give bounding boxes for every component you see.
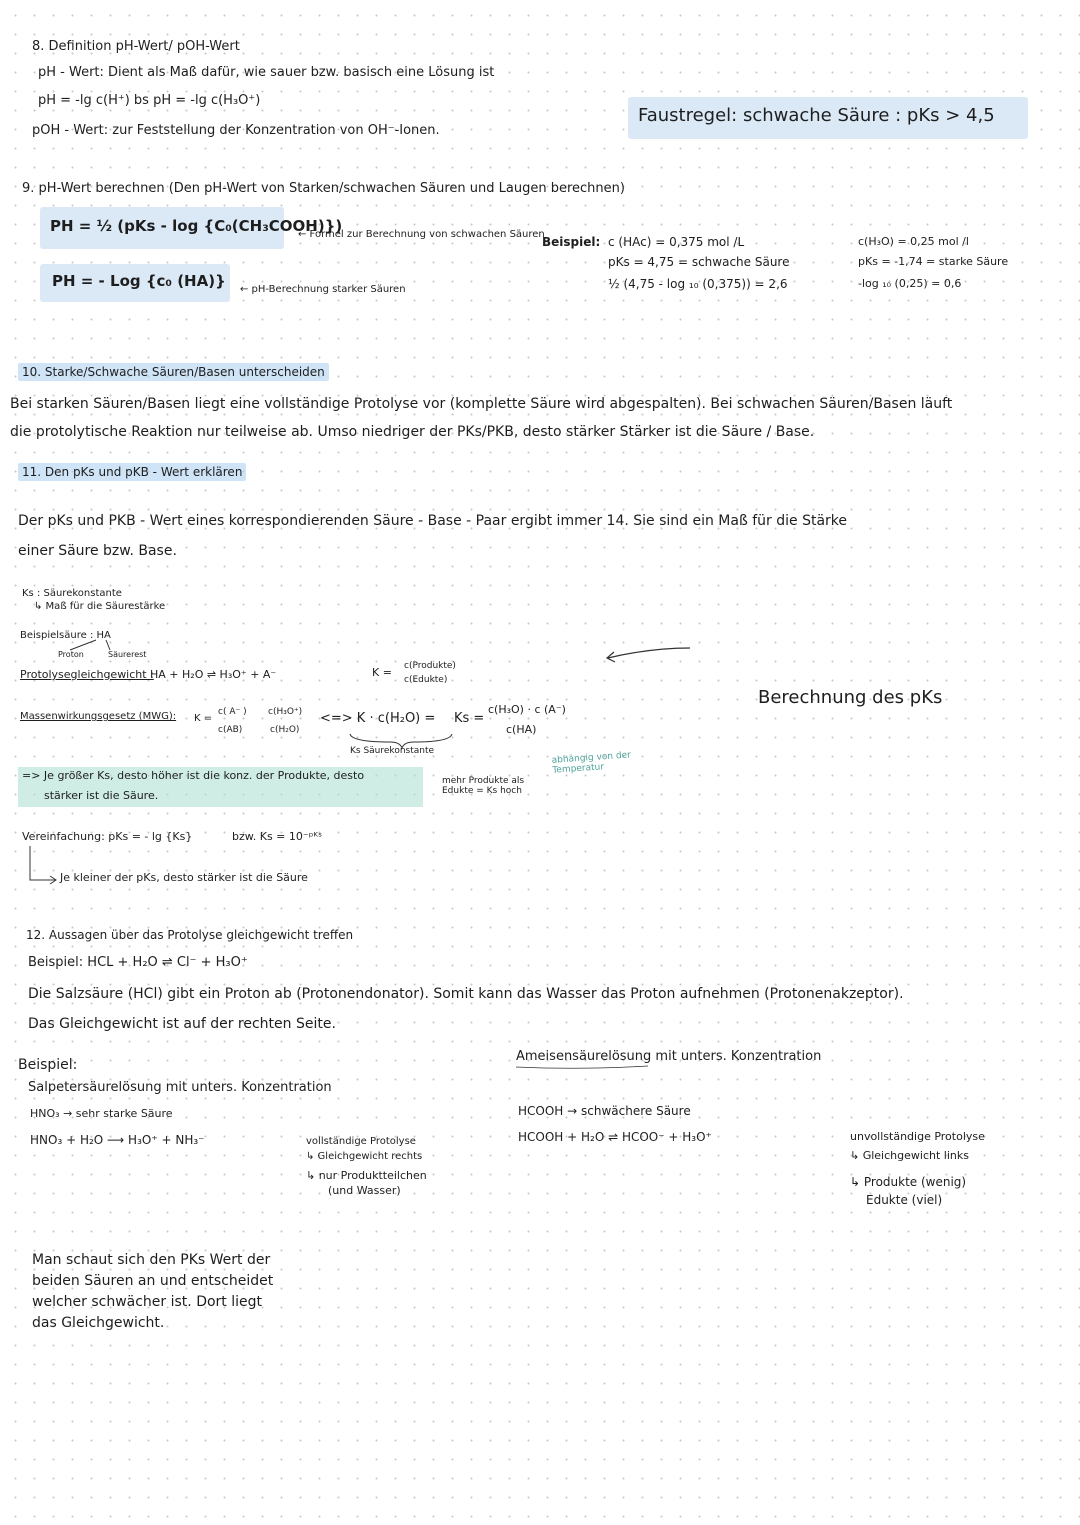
ameisen-underline: [516, 1066, 648, 1068]
mwg-k: K =: [194, 713, 213, 724]
section-12-heading: 12. Aussagen über das Protolyse gleichgewicht treffen: [26, 928, 354, 942]
mwg-num2: c(H₃O⁺): [268, 707, 303, 717]
proton-label: Proton: [58, 650, 84, 659]
salpeter-note-4: (und Wasser): [328, 1184, 401, 1197]
conclusion-line1: Man schaut sich den PKs Wert der: [32, 1252, 271, 1268]
section-11-line2: einer Säure bzw. Base.: [18, 543, 177, 559]
formula-strong-acid: PH = - Log {c₀ (HA)}: [52, 272, 226, 290]
k-numerator: c(Produkte): [404, 661, 456, 671]
formula-strong-note: ← pH-Berechnung starker Säuren: [240, 284, 406, 295]
ameisen-note-3: ↳ Produkte (wenig): [850, 1175, 967, 1189]
ks-denominator: c(HA): [506, 723, 537, 736]
section-10-heading: [18, 366, 329, 380]
k-label: K =: [372, 666, 392, 679]
bzw-ks: bzw. Ks = 10⁻ᵖᴷˢ: [232, 830, 323, 843]
section-8-heading: 8. Definition pH-Wert/ pOH-Wert: [32, 39, 240, 54]
vereinfachung: Vereinfachung: pKs = - lg {Ks}: [22, 830, 193, 843]
ks-definition: Ks : Säurekonstante: [22, 588, 122, 599]
ameisen-note-1: unvollständige Protolyse: [850, 1130, 985, 1143]
proton-arrow: [70, 640, 96, 650]
section-12-line1: Die Salzsäure (HCl) gibt ein Proton ab (Protonendonator). Somit kann das Wasser das Proton aufnehmen (Protonenakzeptor).: [28, 986, 904, 1002]
berechnung-pks: Berechnung des pKs: [758, 687, 943, 708]
example1-line2: pKs = 4,75 = schwache Säure: [608, 255, 790, 269]
ameisen-note-2: ↳ Gleichgewicht links: [850, 1149, 969, 1162]
example1-line3: ½ (4,75 - log ₁₀ (0,375)) = 2,6: [608, 277, 788, 291]
section-10-line1: Bei starken Säuren/Basen liegt eine vollständige Protolyse vor (komplette Säure wird abgespalten). Bei schwachen Säuren/Basen läuft: [10, 396, 953, 412]
abhaengig-note: abhängig von der Temperatur: [551, 750, 632, 777]
ks-numerator: c(H₃O) · c (A⁻): [488, 703, 566, 716]
beispiel2-label: Beispiel:: [18, 1057, 78, 1073]
example-label: Beispiel:: [542, 235, 601, 249]
beispielsaeure: Beispielsäure : HA: [20, 630, 111, 641]
protolysegg-eq: HA + H₂O ⇌ H₃O⁺ + A⁻: [150, 668, 277, 681]
je-kleiner-text: Je kleiner der pKs, desto stärker ist die Säure: [60, 871, 308, 884]
section-10-heading-text: 10. Starke/Schwache Säuren/Basen unterscheiden: [18, 363, 329, 381]
ks-equals: Ks =: [454, 711, 485, 726]
mwg-num1: c( A⁻ ): [218, 707, 247, 717]
mwg-arrow: <=> K · c(H₂O) =: [320, 711, 436, 726]
staerker-text: stärker ist die Säure.: [44, 789, 159, 802]
ks-under-label: Ks Säurekonstante: [350, 746, 435, 756]
section-11-line1: Der pKs und PKB - Wert eines korrespondierenden Säure - Base - Paar ergibt immer 14. Sie sind ein Maß für die Stärke: [18, 513, 848, 529]
salpeter-note-3: ↳ nur Produktteilchen: [306, 1169, 427, 1182]
je-groesser-text: => Je größer Ks, desto höher ist die konz. der Produkte, desto: [22, 769, 365, 782]
example2-line1: c(H₃O) = 0,25 mol /l: [858, 235, 969, 248]
ameisen-sub: HCOOH → schwächere Säure: [518, 1104, 691, 1118]
conclusion-line2: beiden Säuren an und entscheidet: [32, 1273, 274, 1289]
ameisen-eq: HCOOH + H₂O ⇌ HCOO⁻ + H₃O⁺: [518, 1130, 712, 1144]
poh-definition: pOH - Wert: zur Feststellung der Konzentration von OH⁻-Ionen.: [32, 123, 440, 138]
section-12-line2: Das Gleichgewicht ist auf der rechten Seite.: [28, 1016, 336, 1032]
mwg-label: Massenwirkungsgesetz (MWG):: [20, 711, 177, 722]
example2-line3: -log ₁₀ (0,25) = 0,6: [858, 277, 962, 290]
salpeter-sub: HNO₃ → sehr starke Säure: [30, 1107, 173, 1120]
conclusion-line3: welcher schwächer ist. Dort liegt: [32, 1294, 263, 1310]
formula-weak-acid: PH = ½ (pKs - log {C₀(CH₃COOH)}): [50, 217, 343, 235]
formula-weak-note: ← Formel zur Berechnung von schwachen Säuren: [298, 229, 545, 240]
faustregel-text: Faustregel: schwache Säure : pKs > 4,5: [638, 105, 995, 126]
salpeter-title: Salpetersäurelösung mit unters. Konzentration: [28, 1080, 332, 1095]
mehr-produkte-note: mehr Produkte als Edukte = Ks hoch: [442, 776, 525, 797]
mwg-den2: c(H₂O): [270, 725, 300, 735]
conclusion-line4: das Gleichgewicht.: [32, 1315, 165, 1331]
section-11-heading-text: 11. Den pKs und pKB - Wert erklären: [18, 463, 246, 481]
ameisen-note-4: Edukte (viel): [866, 1193, 943, 1207]
ks-subnote: ↳ Maß für die Säurestärke: [34, 601, 166, 612]
example2-line2: pKs = -1,74 = starke Säure: [858, 255, 1009, 268]
section-10-line2: die protolytische Reaktion nur teilweise ab. Umso niedriger der PKs/PKB, desto stärker Stärker ist die Säure / Base.: [10, 424, 815, 440]
ph-formula: pH = -lg c(H⁺) bs pH = -lg c(H₃O⁺): [38, 93, 261, 108]
section-12-example-eq: Beispiel: HCL + H₂O ⇌ Cl⁻ + H₃O⁺: [28, 955, 248, 970]
k-denominator: c(Edukte): [404, 675, 448, 685]
protolysegg-label: Protolysegleichgewicht :: [20, 668, 154, 681]
curved-arrow-icon: [608, 648, 690, 658]
ph-definition: pH - Wert: Dient als Maß dafür, wie sauer bzw. basisch eine Lösung ist: [38, 65, 495, 80]
ameisen-title: Ameisensäurelösung mit unters. Konzentration: [516, 1049, 822, 1064]
salpeter-note-1: vollständige Protolyse: [306, 1136, 416, 1147]
l-arrow-icon: [30, 846, 55, 880]
section-9-heading: 9. pH-Wert berechnen (Den pH-Wert von Starken/schwachen Säuren und Laugen berechnen): [22, 181, 625, 196]
saeurerest-arrow: [106, 640, 110, 650]
section-11-heading: [18, 466, 246, 480]
saeurerest-label: Säurerest: [108, 650, 147, 659]
mwg-den1: c(AB): [218, 725, 243, 735]
salpeter-eq: HNO₃ + H₂O ⟶ H₃O⁺ + NH₃⁻: [30, 1133, 205, 1147]
example1-line1: c (HAc) = 0,375 mol /L: [608, 235, 745, 249]
salpeter-note-2: ↳ Gleichgewicht rechts: [306, 1151, 423, 1162]
